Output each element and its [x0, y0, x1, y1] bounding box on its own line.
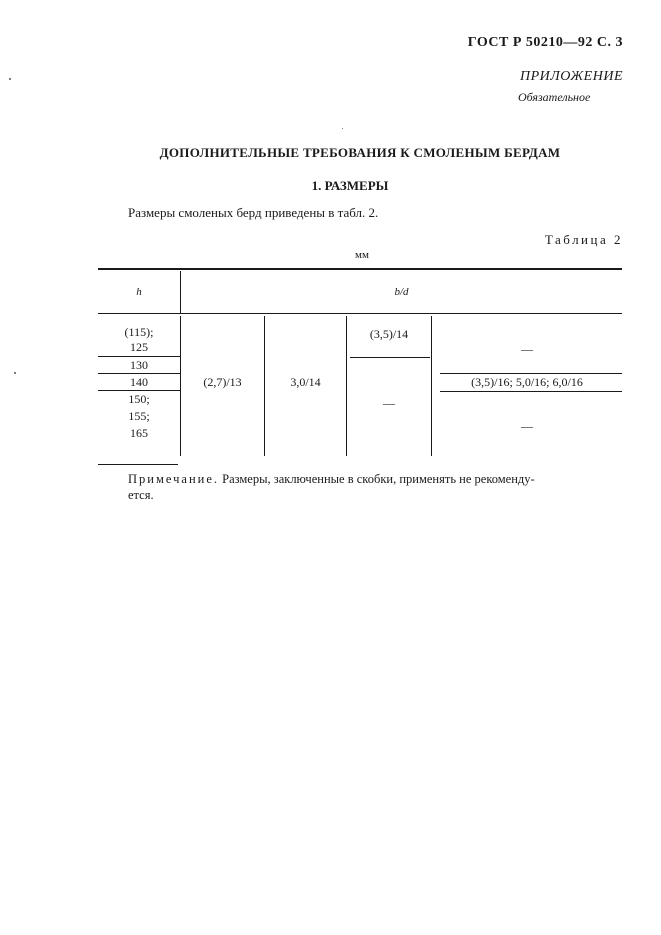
table-top-rule	[98, 268, 622, 270]
h-rule-3	[98, 390, 180, 391]
col4-rule-2	[440, 391, 622, 392]
document-reference: ГОСТ Р 50210—92 С. 3	[467, 35, 623, 50]
note-text: Размеры, заключенные в скобки, применять не рекоменду-	[219, 472, 535, 486]
h-value: 150;	[128, 392, 150, 406]
h-value: 125	[130, 340, 148, 354]
note-rule	[98, 464, 178, 465]
header-h: h	[136, 286, 142, 298]
col4-mid-value: (3,5)/16; 5,0/16; 6,0/16	[471, 375, 583, 389]
table-units: мм	[355, 249, 369, 261]
col4-top-value: —	[521, 342, 533, 356]
col4-rule-1	[440, 373, 622, 374]
h-value: 165	[130, 426, 148, 440]
col4-bottom-value: —	[521, 419, 533, 433]
table-caption: Таблица 2	[544, 232, 623, 247]
appendix-status: Обязательное	[518, 90, 591, 104]
section-intro: Размеры смоленых берд приведены в табл. 2.	[128, 205, 379, 220]
h-rule-1	[98, 356, 180, 357]
header-bd: b/d	[394, 286, 409, 298]
h-value: 130	[130, 358, 148, 372]
appendix-label: ПРИЛОЖЕНИЕ	[520, 69, 623, 84]
table-note	[128, 470, 628, 488]
col3-rule	[350, 357, 430, 358]
h-value: 140	[130, 375, 148, 389]
h-value: (115);	[124, 325, 154, 339]
scan-speck	[14, 372, 16, 374]
col3-bottom-value: —	[383, 396, 395, 410]
h-value: 155;	[128, 409, 150, 423]
note-continuation: ется.	[128, 488, 154, 502]
col2-value: 3,0/14	[290, 375, 321, 389]
scan-speck	[342, 128, 343, 129]
col1-value: (2,7)/13	[203, 375, 242, 389]
h-rule-2	[98, 373, 180, 374]
note-label: Примечание.	[128, 472, 220, 486]
page-title: ДОПОЛНИТЕЛЬНЫЕ ТРЕБОВАНИЯ К СМОЛЕНЫМ БЕРДАМ	[159, 145, 561, 160]
scan-speck	[9, 78, 11, 80]
section-heading: 1. РАЗМЕРЫ	[311, 178, 389, 193]
col3-top-value: (3,5)/14	[369, 327, 409, 341]
table-header-rule	[98, 313, 622, 314]
